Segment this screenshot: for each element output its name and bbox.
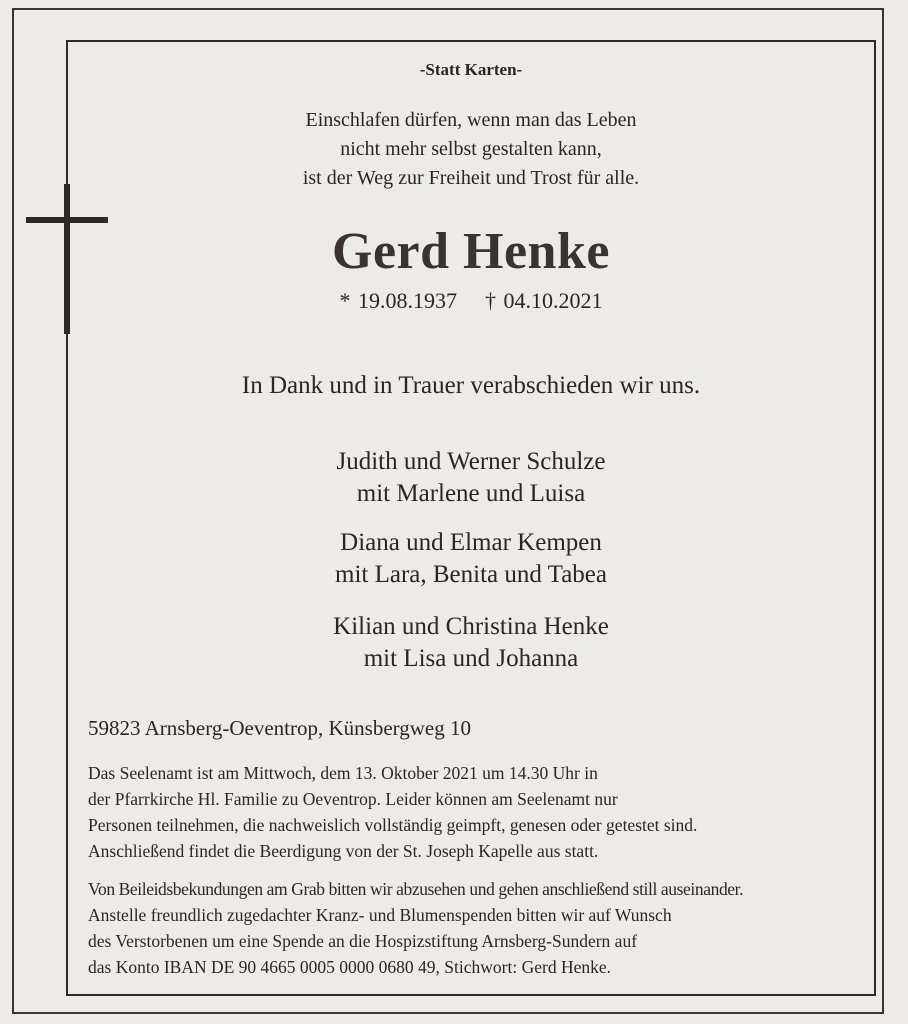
statt-karten-header: -Statt Karten- (419, 60, 523, 79)
family-names: Judith und Werner Schulze (336, 448, 606, 475)
family-names: Kilian und Christina Henke (333, 613, 609, 640)
death-date: † 04.10.2021 (485, 288, 603, 313)
family-names: Diana und Elmar Kempen (340, 529, 602, 556)
family-group (66, 446, 876, 510)
donation-line: des Verstorbenen um eine Spende an die Hospizstiftung Arnsberg-Sundern auf (88, 931, 638, 951)
address: 59823 Arnsberg-Oeventrop, Künsbergweg 10 (88, 716, 471, 740)
life-dates (66, 288, 876, 314)
motto (66, 106, 876, 193)
details-line: Personen teilnehmen, die nachweislich vollständig geimpft, genesen oder getestet sind. (88, 815, 698, 835)
family-children: mit Marlene und Luisa (356, 480, 586, 507)
motto-line: Einschlafen dürfen, wenn man das Leben (305, 109, 637, 131)
details-line: Anschließend findet die Beerdigung von der St. Joseph Kapelle aus statt. (88, 841, 599, 861)
donation-line: Anstelle freundlich zugedachter Kranz- und Blumenspenden bitten wir auf Wunsch (88, 905, 672, 925)
birth-date: * 19.08.1937 (339, 288, 457, 313)
family-group (66, 611, 876, 675)
family-children: mit Lara, Benita und Tabea (335, 561, 607, 588)
funeral-details (88, 760, 697, 864)
details-line: Das Seelenamt ist am Mittwoch, dem 13. Oktober 2021 um 14.30 Uhr in (88, 763, 598, 783)
donation-info (88, 876, 743, 980)
family-children: mit Lisa und Johanna (363, 645, 579, 672)
motto-line: ist der Weg zur Freiheit und Trost für alle. (302, 167, 640, 189)
details-line: der Pfarrkirche Hl. Familie zu Oeventrop. Leider können am Seelenamt nur (88, 789, 618, 809)
donation-line: das Konto IBAN DE 90 4665 0005 0000 0680 49, Stichwort: Gerd Henke. (88, 957, 612, 977)
donation-line: Von Beileidsbekundungen am Grab bitten wir abzusehen und gehen anschließend still auseinander. (88, 879, 744, 899)
motto-line: nicht mehr selbst gestalten kann, (340, 138, 602, 160)
thanks-line: In Dank und in Trauer verabschieden wir uns. (241, 372, 701, 399)
family-group (66, 527, 876, 591)
deceased-name: Gerd Henke (332, 223, 610, 280)
